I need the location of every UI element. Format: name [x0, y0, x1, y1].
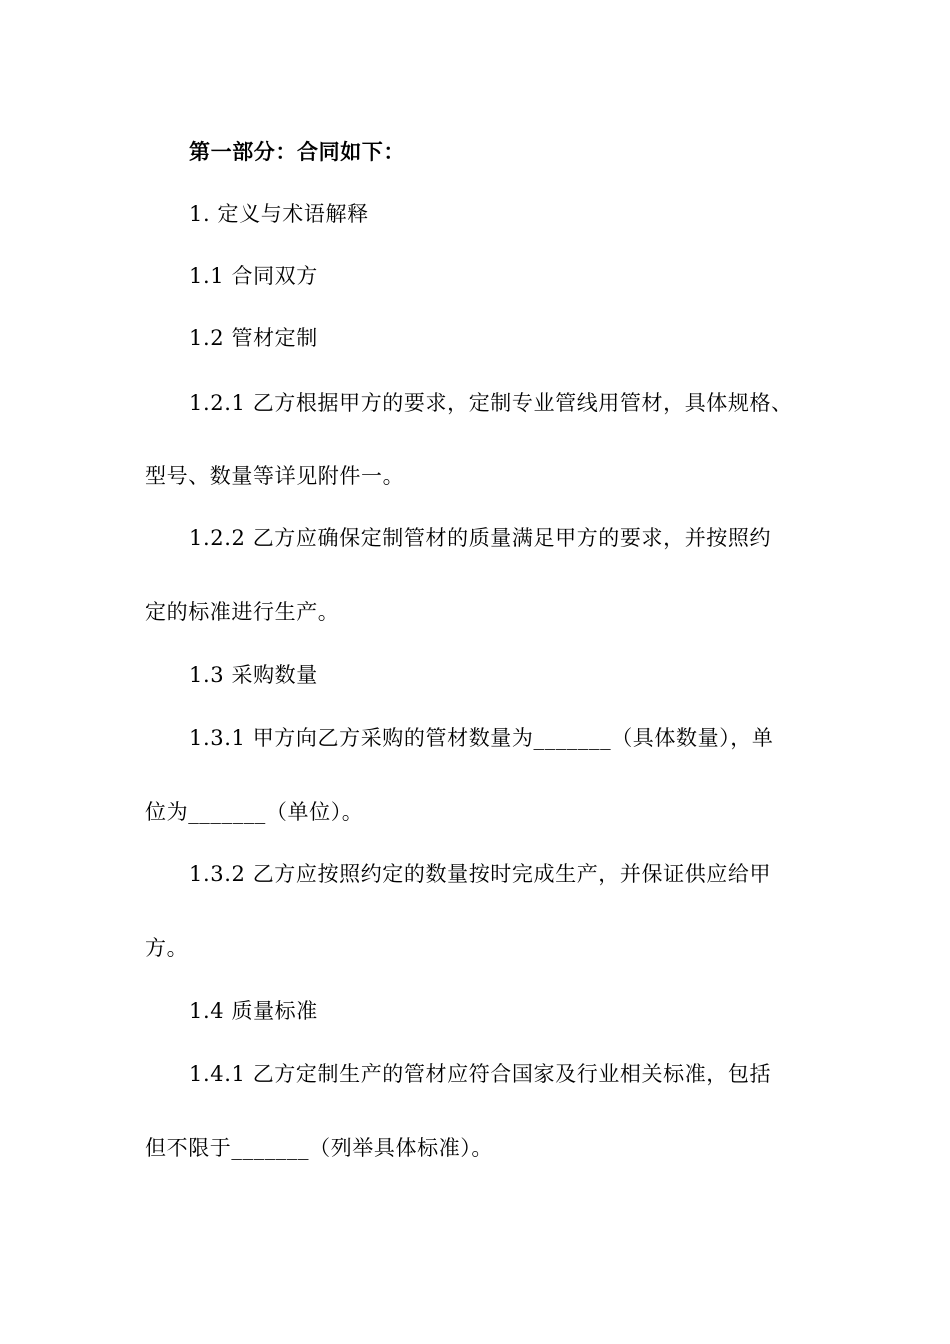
section-heading: 第一部分：合同如下： [189, 139, 405, 164]
clause-1-3-2-line-1: 1.3.2 乙方应按照约定的数量按时完成生产，并保证供应给甲 [189, 862, 772, 886]
clause-1-2-2-line-2: 定的标准进行生产。 [145, 600, 340, 624]
clause-1-3: 1.3 采购数量 [189, 663, 318, 687]
clause-1-2-1-line-1: 1.2.1 乙方根据甲方的要求，定制专业管线用管材，具体规格、 [189, 391, 793, 415]
clause-1-3-2-line-2: 方。 [145, 936, 189, 960]
clause-1-4-1-line-2: 但不限于_______（列举具体标准）。 [145, 1136, 493, 1160]
clause-1-3-1-line-1: 1.3.1 甲方向乙方采购的管材数量为_______（具体数量），单 [189, 726, 774, 750]
clause-1-2-1-line-2: 型号、数量等详见附件一。 [145, 464, 405, 488]
clause-1-2: 1.2 管材定制 [189, 326, 318, 350]
clause-1-2-2-line-1: 1.2.2 乙方应确保定制管材的质量满足甲方的要求，并按照约 [189, 526, 772, 550]
clause-1: 1. 定义与术语解释 [189, 202, 369, 226]
clause-1-3-1-line-2: 位为_______（单位）。 [145, 800, 364, 824]
clause-1-1: 1.1 合同双方 [189, 264, 318, 288]
clause-1-4-1-line-1: 1.4.1 乙方定制生产的管材应符合国家及行业相关标准，包括 [189, 1062, 772, 1086]
clause-1-4: 1.4 质量标准 [189, 999, 318, 1023]
